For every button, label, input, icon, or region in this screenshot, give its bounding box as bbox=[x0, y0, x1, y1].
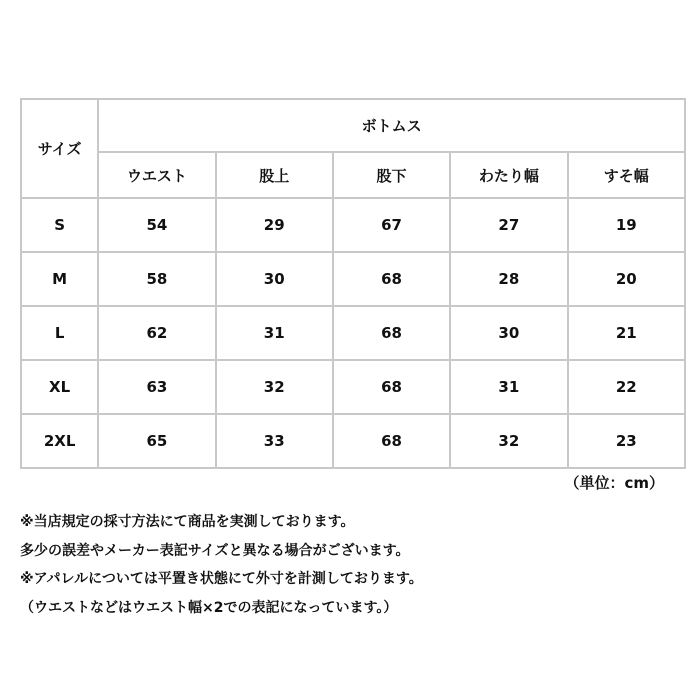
table-cell: 62 bbox=[98, 306, 215, 360]
table-row bbox=[21, 360, 685, 414]
bottoms-group-header: ボトムス bbox=[98, 99, 685, 152]
table-cell: 27 bbox=[450, 198, 567, 252]
table-row bbox=[21, 306, 685, 360]
table-cell: 22 bbox=[568, 360, 685, 414]
table-cell: 29 bbox=[216, 198, 333, 252]
table-row bbox=[21, 198, 685, 252]
table-cell: 32 bbox=[216, 360, 333, 414]
table-cell: 31 bbox=[450, 360, 567, 414]
size-label: XL bbox=[21, 360, 98, 414]
size-label: M bbox=[21, 252, 98, 306]
table-cell: 31 bbox=[216, 306, 333, 360]
unit-label: （単位：cm） bbox=[564, 474, 664, 492]
size-label: L bbox=[21, 306, 98, 360]
column-header-thigh-width: わたり幅 bbox=[450, 152, 567, 198]
table-cell: 65 bbox=[98, 414, 215, 468]
table-cell: 23 bbox=[568, 414, 685, 468]
header-row-columns bbox=[21, 152, 685, 198]
note-line: ※当店規定の採寸方法にて商品を実測しております。 bbox=[20, 514, 355, 530]
table-cell: 19 bbox=[568, 198, 685, 252]
note-line: （ウエストなどはウエスト幅×2での表記になっています。） bbox=[20, 599, 398, 616]
table-cell: 54 bbox=[98, 198, 215, 252]
column-header-rise: 股上 bbox=[216, 152, 333, 198]
table-cell: 63 bbox=[98, 360, 215, 414]
table-cell: 68 bbox=[333, 306, 450, 360]
column-header-hem-width: すそ幅 bbox=[568, 152, 685, 198]
notes-block bbox=[20, 508, 423, 622]
table-cell: 33 bbox=[216, 414, 333, 468]
table-cell: 30 bbox=[216, 252, 333, 306]
table-cell: 30 bbox=[450, 306, 567, 360]
size-label: 2XL bbox=[21, 414, 98, 468]
note-line: 多少の誤差やメーカー表記サイズと異なる場合がございます。 bbox=[20, 542, 410, 559]
table-cell: 67 bbox=[333, 198, 450, 252]
note-line: ※アパレルについては平置き状態にて外寸を計測しております。 bbox=[20, 571, 423, 587]
table-cell: 28 bbox=[450, 252, 567, 306]
table-row bbox=[21, 414, 685, 468]
header-row-group bbox=[21, 99, 685, 152]
table-cell: 68 bbox=[333, 360, 450, 414]
table-cell: 58 bbox=[98, 252, 215, 306]
table-cell: 68 bbox=[333, 414, 450, 468]
table-cell: 21 bbox=[568, 306, 685, 360]
size-label: S bbox=[21, 198, 98, 252]
size-chart-table bbox=[20, 98, 686, 469]
table-cell: 20 bbox=[568, 252, 685, 306]
table-cell: 68 bbox=[333, 252, 450, 306]
table-row bbox=[21, 252, 685, 306]
size-header: サイズ bbox=[21, 99, 98, 198]
column-header-waist: ウエスト bbox=[98, 152, 215, 198]
table-cell: 32 bbox=[450, 414, 567, 468]
column-header-inseam: 股下 bbox=[333, 152, 450, 198]
